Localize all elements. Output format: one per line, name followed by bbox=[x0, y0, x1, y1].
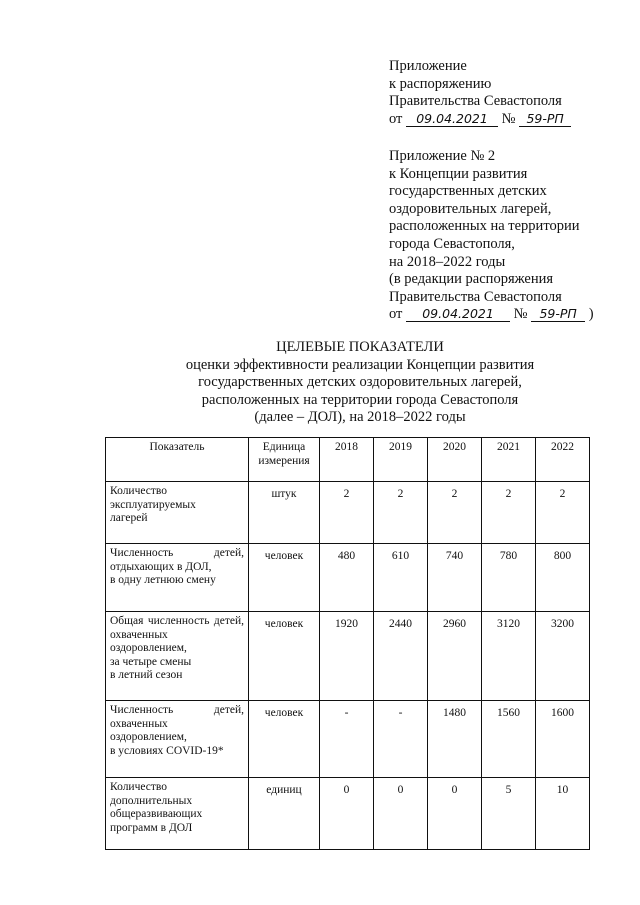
indicators-table bbox=[105, 437, 590, 850]
row-unit: штук bbox=[249, 482, 320, 544]
header-line: расположенных на территории bbox=[389, 218, 580, 235]
header-year: 2020 bbox=[428, 438, 482, 482]
row-unit: единиц bbox=[249, 778, 320, 850]
row-value: 740 bbox=[428, 544, 482, 612]
header-year: 2021 bbox=[482, 438, 536, 482]
header-year: 2019 bbox=[374, 438, 428, 482]
row-value: 5 bbox=[482, 778, 536, 850]
label-line: за четыре смены bbox=[110, 655, 192, 668]
label-line: в летний сезон bbox=[110, 669, 183, 681]
handwritten-date: 09.04.2021 bbox=[406, 112, 498, 127]
row-label bbox=[106, 612, 249, 701]
header-date-line bbox=[389, 111, 571, 129]
title-line: (далее – ДОЛ), на 2018–2022 годы bbox=[254, 409, 466, 425]
header-line: государственных детских bbox=[389, 183, 547, 200]
header-line: к распоряжению bbox=[389, 75, 492, 92]
label-line: эксплуатируемых bbox=[110, 498, 196, 511]
label-line: Количество bbox=[110, 781, 167, 793]
table-row bbox=[106, 778, 590, 850]
handwritten-number: 59-РП bbox=[531, 307, 585, 322]
row-label bbox=[106, 544, 249, 612]
label-line: Численность детей, отдыхающих в ДОЛ, bbox=[110, 547, 244, 573]
date-prefix: от bbox=[389, 110, 403, 127]
handwritten-date: 09.04.2021 bbox=[406, 307, 510, 322]
header-line: к Концепции развития bbox=[389, 165, 528, 182]
label-line: в одну летнюю смену bbox=[110, 574, 216, 586]
header-unit-line: измерения bbox=[258, 454, 310, 467]
row-value: 0 bbox=[428, 778, 482, 850]
row-label bbox=[106, 482, 249, 544]
header-indicator: Показатель bbox=[106, 438, 249, 482]
number-prefix: № bbox=[513, 306, 528, 323]
approval-header bbox=[389, 58, 571, 128]
row-value: 1600 bbox=[536, 701, 590, 778]
row-value: 2 bbox=[374, 482, 428, 544]
document-title bbox=[150, 339, 570, 427]
header-unit bbox=[249, 438, 320, 482]
label-line: в условиях COVID-19* bbox=[110, 744, 224, 757]
row-label bbox=[106, 701, 249, 778]
header-line: (в редакции распоряжения bbox=[389, 271, 554, 288]
table-row bbox=[106, 701, 590, 778]
row-value: 610 bbox=[374, 544, 428, 612]
header-line: Правительства Севастополя bbox=[389, 93, 562, 110]
row-value: 1480 bbox=[428, 701, 482, 778]
header-unit-line: Единица bbox=[262, 441, 306, 453]
label-line: общеразвивающих bbox=[110, 808, 203, 820]
header-line: оздоровительных лагерей, bbox=[389, 200, 552, 217]
closing-paren: ) bbox=[588, 306, 594, 323]
title-line: расположенных на территории города Севастополя bbox=[201, 391, 519, 408]
title-line: оценки эффективности реализации Концепции развития bbox=[185, 356, 535, 373]
row-value: 10 bbox=[536, 778, 590, 850]
row-unit: человек bbox=[249, 544, 320, 612]
title-line: ЦЕЛЕВЫЕ ПОКАЗАТЕЛИ bbox=[276, 339, 444, 355]
handwritten-number: 59-РП bbox=[519, 112, 571, 127]
header-line: города Севастополя, bbox=[389, 235, 515, 252]
table-header-row bbox=[106, 438, 590, 482]
appendix-header bbox=[389, 148, 594, 324]
row-unit: человек bbox=[249, 701, 320, 778]
row-value: 0 bbox=[374, 778, 428, 850]
number-prefix: № bbox=[501, 110, 516, 127]
table-row bbox=[106, 544, 590, 612]
header-line: Приложение bbox=[389, 58, 467, 74]
date-prefix: от bbox=[389, 306, 403, 323]
row-value: 2960 bbox=[428, 612, 482, 701]
header-year: 2018 bbox=[320, 438, 374, 482]
row-value: 2440 bbox=[374, 612, 428, 701]
label-line: дополнительных bbox=[110, 794, 193, 807]
row-value: 480 bbox=[320, 544, 374, 612]
row-value: 0 bbox=[320, 778, 374, 850]
label-line: программ в ДОЛ bbox=[110, 821, 193, 834]
row-value: - bbox=[374, 701, 428, 778]
header-line: Приложение № 2 bbox=[389, 148, 496, 164]
row-value: 2 bbox=[320, 482, 374, 544]
label-line: Общая численность детей, охваченных оздоровлением, bbox=[110, 615, 244, 654]
row-value: 3120 bbox=[482, 612, 536, 701]
row-value: 2 bbox=[428, 482, 482, 544]
label-line: Численность детей, охваченных оздоровлением, bbox=[110, 704, 244, 743]
row-value: 3200 bbox=[536, 612, 590, 701]
table-row bbox=[106, 482, 590, 544]
row-value: 2 bbox=[536, 482, 590, 544]
table-row bbox=[106, 612, 590, 701]
label-line: лагерей bbox=[110, 512, 148, 524]
row-label bbox=[106, 778, 249, 850]
header-date-line bbox=[389, 306, 594, 324]
row-value: 780 bbox=[482, 544, 536, 612]
row-value: 1920 bbox=[320, 612, 374, 701]
row-value: 2 bbox=[482, 482, 536, 544]
row-value: - bbox=[320, 701, 374, 778]
header-line: Правительства Севастополя bbox=[389, 288, 562, 305]
header-year: 2022 bbox=[536, 438, 590, 482]
row-value: 1560 bbox=[482, 701, 536, 778]
header-line: на 2018–2022 годы bbox=[389, 253, 506, 270]
row-unit: человек bbox=[249, 612, 320, 701]
title-line: государственных детских оздоровительных лагерей, bbox=[198, 374, 522, 390]
row-value: 800 bbox=[536, 544, 590, 612]
label-line: Количество bbox=[110, 485, 167, 497]
